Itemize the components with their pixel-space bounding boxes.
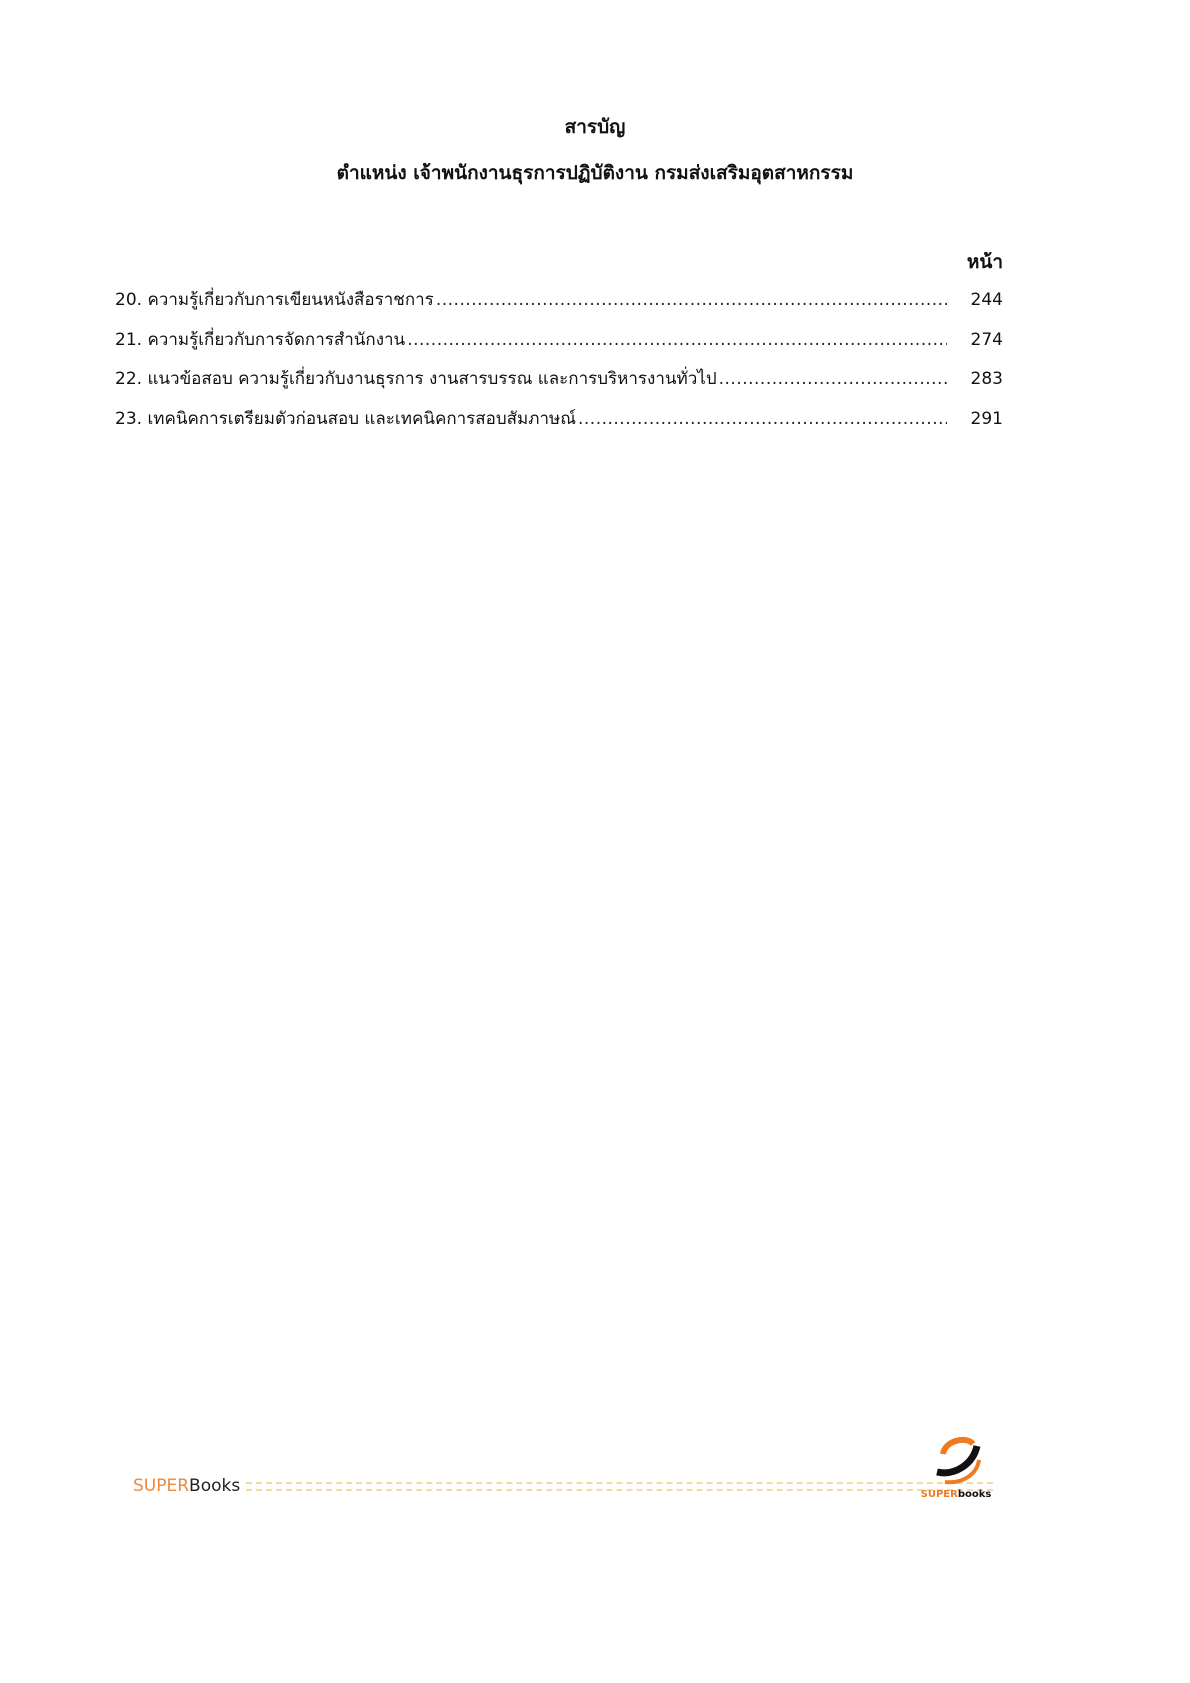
logo-super: SUPER (920, 1489, 958, 1500)
footer-divider (246, 1482, 993, 1491)
toc-entry-page: 244 (970, 290, 1003, 310)
dot-leader (719, 369, 947, 389)
toc-entry[interactable] (115, 405, 1003, 445)
footer-brand-books: Books (189, 1476, 241, 1496)
page-column-label: หน้า (966, 251, 1003, 273)
toc-list (115, 286, 1003, 444)
logo-swoosh-icon (915, 1432, 997, 1490)
dot-leader (407, 330, 947, 350)
footer (133, 1474, 993, 1498)
toc-entry[interactable] (115, 326, 1003, 366)
toc-entry-page: 283 (970, 369, 1003, 389)
toc-entry[interactable] (115, 286, 1003, 326)
toc-entry-label: 21. ความรู้เกี่ยวกับการจัดการสำนักงาน (115, 329, 406, 350)
toc-entry-page: 291 (970, 408, 1003, 429)
footer-brand-super: SUPER (133, 1476, 190, 1496)
position-subtitle: ตำแหน่ง เจ้าพนักงานธุรการปฏิบัติงาน กรมส่งเสริมอุตสาหกรรม (336, 162, 854, 184)
dot-leader (578, 409, 947, 429)
toc-title: สารบัญ (564, 116, 626, 138)
toc-entry[interactable] (115, 365, 1003, 405)
superbooks-logo (915, 1432, 997, 1500)
toc-entry-label: 22. แนวข้อสอบ ความรู้เกี่ยวกับงานธุรการ งานสารบรรณ และการบริหารงานทั่วไป (115, 369, 717, 389)
toc-entry-page: 274 (970, 329, 1003, 350)
toc-entry-label: 23. เทคนิคการเตรียมตัวก่อนสอบ และเทคนิคการสอบสัมภาษณ์ (115, 408, 576, 429)
logo-books: books (957, 1489, 992, 1500)
toc-entry-label: 20. ความรู้เกี่ยวกับการเขียนหนังสือราชการ (115, 290, 434, 310)
dot-leader (436, 290, 947, 310)
